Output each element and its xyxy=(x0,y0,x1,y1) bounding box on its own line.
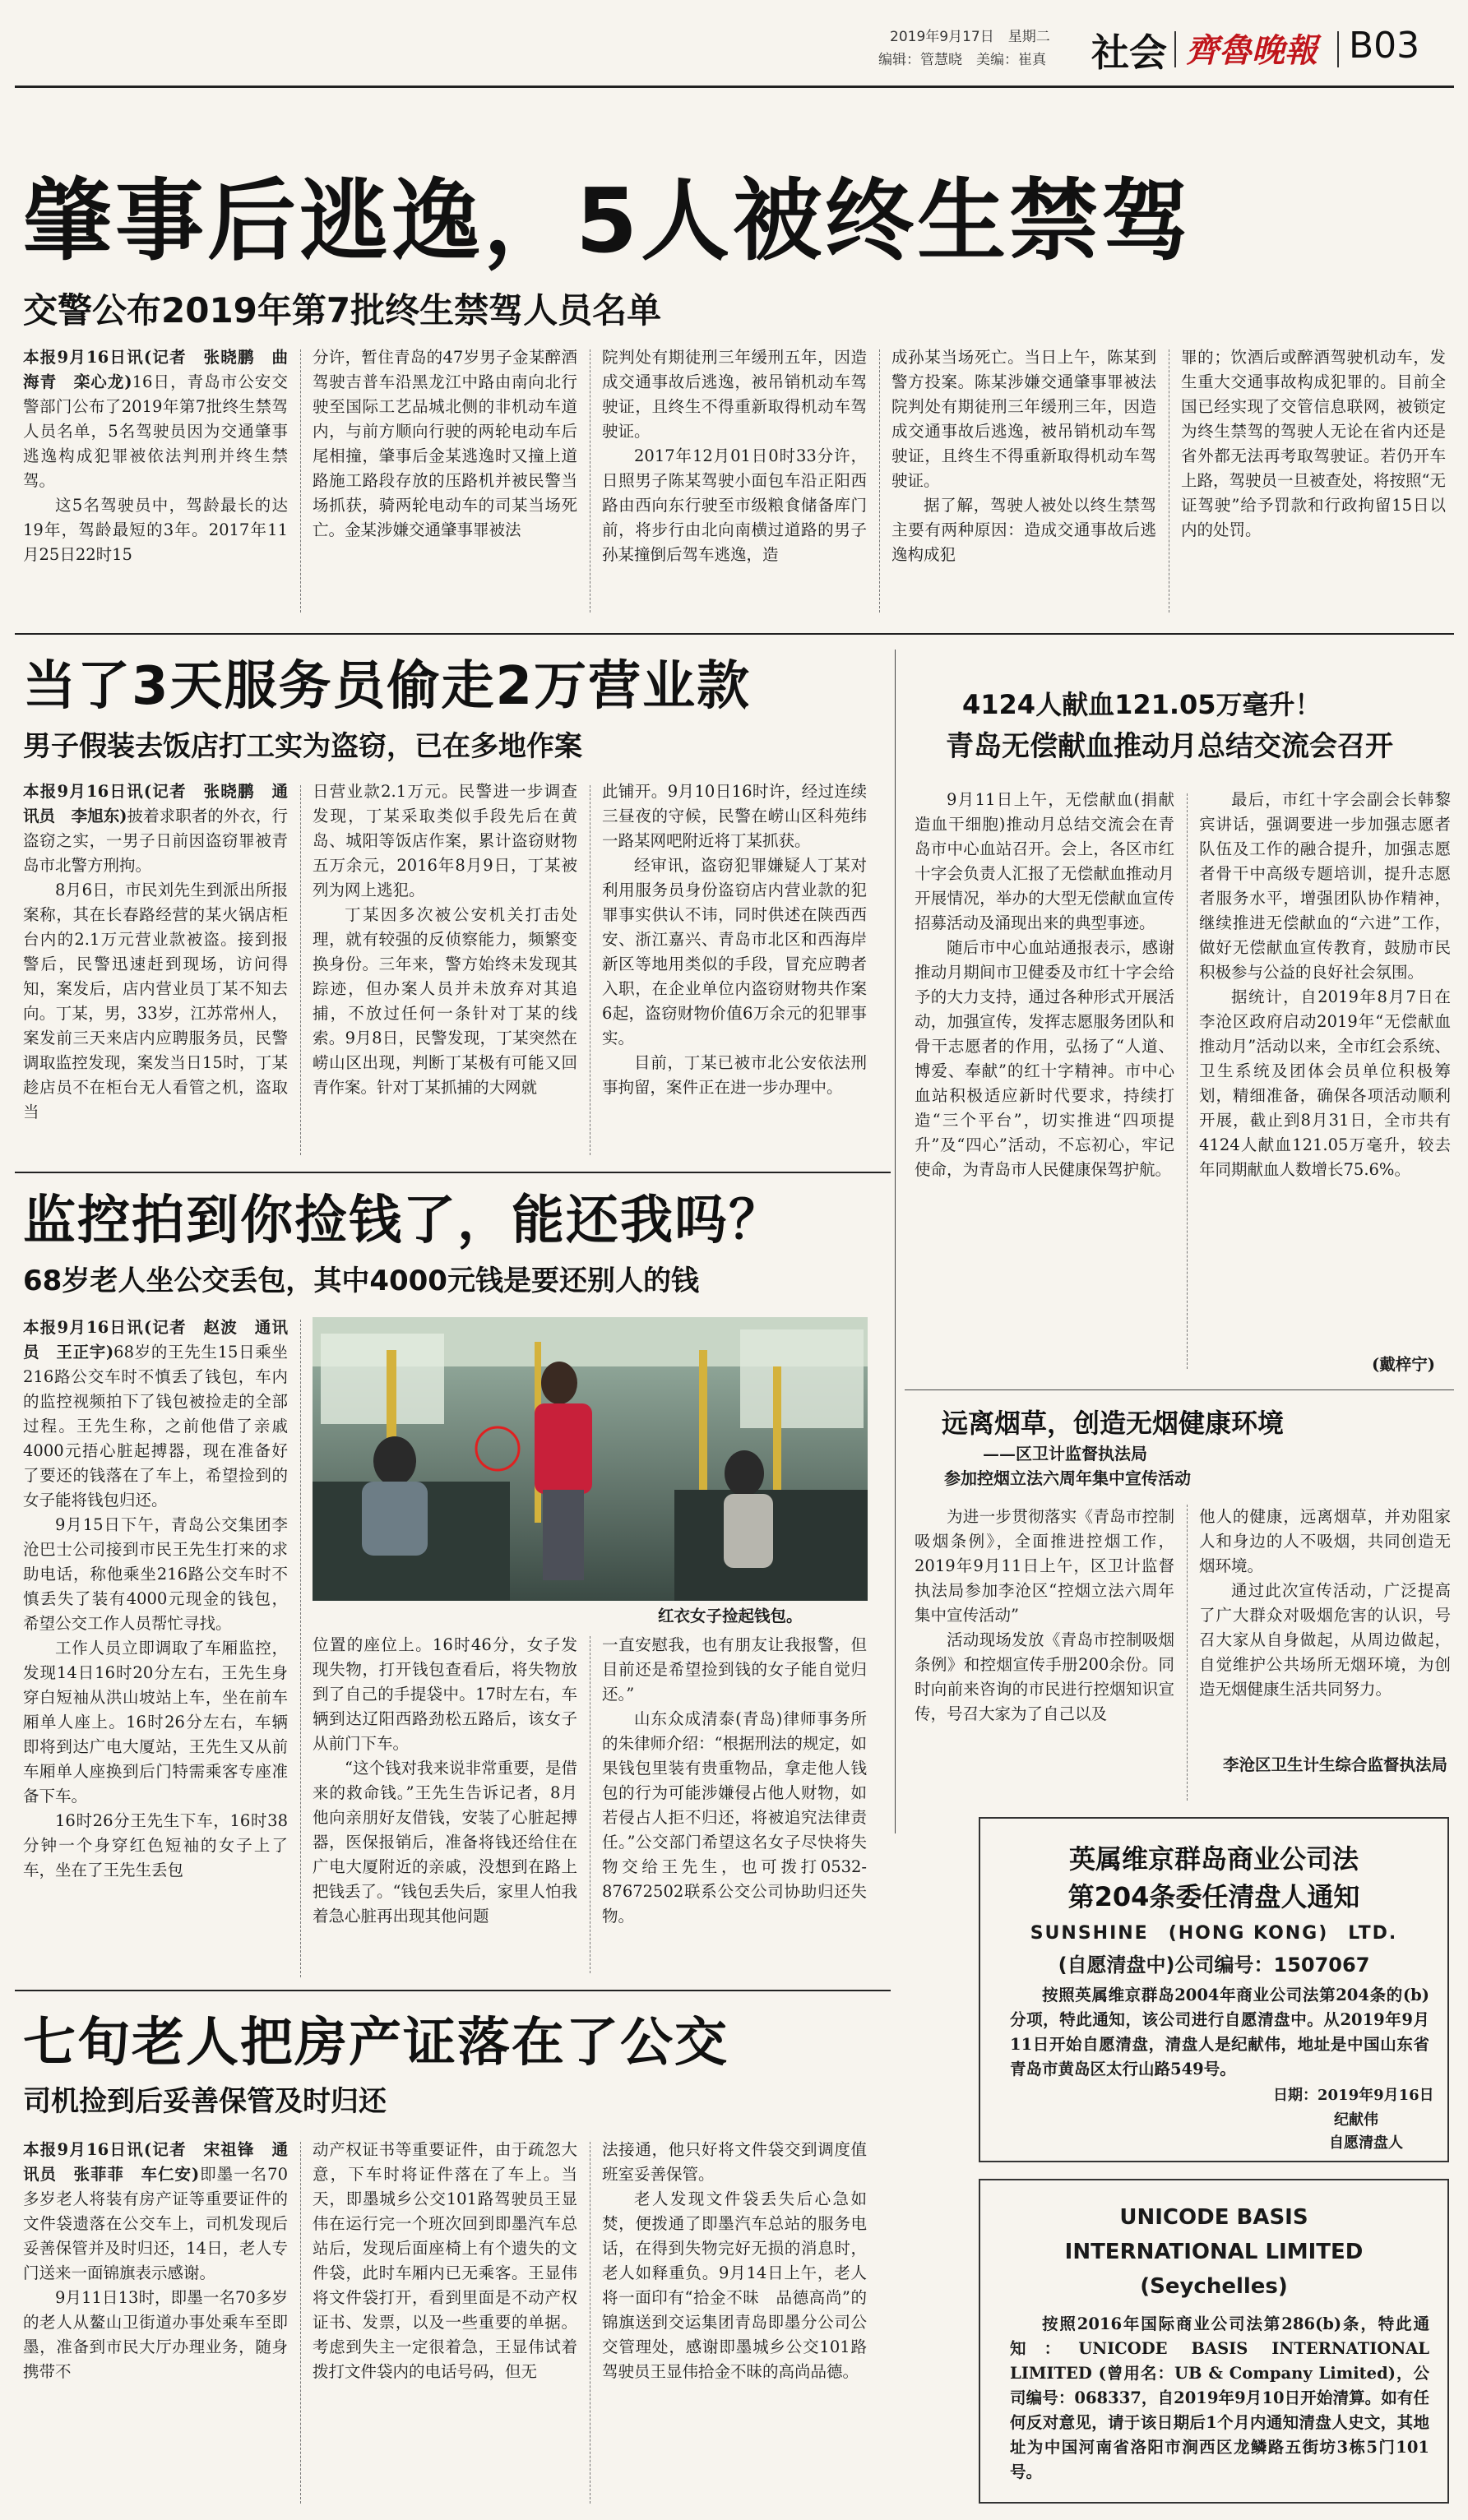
newspaper-logo: 齊魯晚報 xyxy=(1186,31,1317,70)
story4-col2: 位置的座位上。16时46分，女子发现失物，打开钱包查看后，将失物放到了自己的手提袋中。17时左右，车辆到达辽阳西路劲松五路后，该女子从前门下车。 “这个钱对我来说非常重要，是借来的救命钱。”王先生告诉记者，8月他向亲朋好友借钱，安装了心脏起搏器，医保报销后，准备将钱还给住在广电大厦附近的亲戚，没想到在路上把钱丢了。“钱包丢失后，家里人怕我着急心脏再出现其他问题 xyxy=(313,1635,577,1926)
story4-subhead: 68岁老人坐公交丢包，其中4000元钱是要还别人的钱 xyxy=(23,1265,699,1297)
story1-col3: 院判处有期徒刑三年缓刑五年，因造成交通事故后逃逸，被吊销机动车驾驶证，且终生不得重新取得机动车驾驶证。 2017年12月01日0时33分许，日照男子陈某驾驶小面包车沿正阳西路由西向东行驶至市级粮食储备库门前，将步行由北向南横过道路的男子孙某撞倒后驾车逃逸，造 xyxy=(602,348,867,564)
story1-col5: 罪的；饮酒后或醉酒驾驶机动车，发生重大交通事故构成犯罪的。目前全国已经实现了交管信息联网，被锁定为终生禁驾的驾驶人无论在省内还是省外都无法再考取驾驶证。若仍开车上路，驾驶员一旦被查处，将按照“无证驾驶”给予罚款和行政拘留15日以内的处罚。 xyxy=(1181,348,1446,539)
story1-subhead: 交警公布2019年第7批终生禁驾人员名单 xyxy=(23,290,662,331)
section-name: 社会 xyxy=(1091,30,1167,75)
story5-headline: 远离烟草，创造无烟健康环境 xyxy=(942,1408,1285,1439)
bus-surveillance-photo xyxy=(313,1317,868,1601)
story1-byline: 本报9月16日讯(记者 张晓鹏 曲海青 栾心龙) xyxy=(23,348,288,391)
masthead-divider xyxy=(1174,31,1176,67)
story2-col1: 本报9月16日讯(记者 张晓鹏 通讯员 李旭东)披着求职者的外衣，行盗窃之实，一男子日前因盗窃罪被青岛市北警方刑拘。 8月6日，市民刘先生到派出所报案称，其在长春路经营的某火锅店柜台内的2.1万元营业款被盗。接到报警后，民警迅速赶到现场，访问得知，案发后，店内营业员丁某不知去向。丁某，男，33岁，江苏常州人，案发前三天来店内应聘服务员，民警调取监控发现，案发当日15时，丁某趁店员不在柜台无人看管之机，盗取当 xyxy=(23,782,288,1121)
story6-col1: 本报9月16日讯(记者 宋祖锋 通讯员 张菲菲 车仁安)即墨一名70多岁老人将装有房产证等重要证件的文件袋遗落在公交车上，司机发现后妥善保管并及时归还，14日，老人专门送来一面锦旗表示感谢。 9月11日13时，即墨一名70多岁的老人从鳌山卫街道办事处乘车至即墨，准备到市民大厅办理业务，随身携带不 xyxy=(23,2140,288,2381)
masthead-editors: 编辑：管慧晓 美编：崔真 xyxy=(878,52,1046,68)
story3-col1: 9月11日上午，无偿献血(捐献造血干细胞)推动月总结交流会在青岛市中心血站召开。会上，各区市红十字会负责人汇报了无偿献血推动月开展情况，举办的大型无偿献血宣传招募活动及涌现出来的典型事迹。 随后市中心血站通报表示，感谢推动月期间市卫健委及市红十字会给予的大力支持，通过各种形式开展活动，加强宣传，发挥志愿服务团队和骨干志愿者的作用，弘扬了“人道、博爱、奉献”的红十字精神。市中心血站积极适应新时代要求，持续打造“三个平台”，切实推进“四项提升”及“四心”活动，不忘初心，牢记使命，为青岛市人民健康保驾护航。 xyxy=(915,790,1174,1179)
notice2-title-1: UNICODE BASIS xyxy=(1119,2205,1308,2230)
notice1-body: 按照英属维京群岛2004年商业公司法第204条的(b)分项，特此通知，该公司进行自愿清盘中。从2019年9月11日开始自愿清盘，清盘人是纪献伟，地址是中国山东省青岛市黄岛区太行山路549号。 xyxy=(1010,1986,1429,2078)
notice2-title-3: (Seychelles) xyxy=(1140,2274,1288,2299)
section-rule-1 xyxy=(15,633,1454,635)
notice2-title-2: INTERNATIONAL LIMITED xyxy=(1064,2240,1364,2264)
story1-col4: 成孙某当场死亡。当日上午，陈某到警方投案。陈某涉嫌交通肇事罪被法院判处有期徒刑三年缓刑三年，因造成交通事故后逃逸，被吊销机动车驾驶证，且终生不得重新取得机动车驾驶证。 据了解，驾驶人被处以终生禁驾主要有两种原因：造成交通事故后逃逸构成犯 xyxy=(891,348,1156,564)
liquidation-notice-1 xyxy=(979,1817,1449,2162)
notice1-company-cn: (自愿清盘中)公司编号：1507067 xyxy=(1058,1954,1370,1977)
story5-col1: 为进一步贯彻落实《青岛市控制吸烟条例》，全面推进控烟工作，2019年9月11日上午，区卫计监督执法局参加李沧区“控烟立法六周年集中宣传活动” 活动现场发放《青岛市控制吸烟条例》和控烟宣传手册200余份。同时向前来咨询的市民进行控烟知识宣传，号召大家为了自己以及 xyxy=(915,1507,1174,1723)
notice1-title-2: 第204条委任清盘人通知 xyxy=(1067,1881,1360,1912)
notice1-title-1: 英属维京群岛商业公司法 xyxy=(1068,1843,1359,1875)
masthead-divider-2 xyxy=(1337,31,1339,67)
masthead-date: 2019年9月17日 星期二 xyxy=(890,29,1050,45)
story5-col2: 他人的健康，远离烟草，并劝阻家人和身边的人不吸烟，共同创造无烟环境。 通过此次宣传活动，广泛提高了广大群众对吸烟危害的认识，号召大家从自身做起，从周边做起，自觉维护公共场所无烟环境，为创造无烟健康生活共同努力。 xyxy=(1199,1507,1451,1699)
story1-col1: 本报9月16日讯(记者 张晓鹏 曲海青 栾心龙)16日，青岛市公安交警部门公布了2019年第7批终生禁驾人员名单，5名驾驶员因为交通肇事逃逸构成犯罪被依法判刑并终生禁驾。 这5名驾驶员中，驾龄最长的达19年，驾龄最短的3年。2017年11月25日22时15 xyxy=(23,348,288,564)
story6-byline: 本报9月16日讯(记者 宋祖锋 通讯员 张菲菲 车仁安) xyxy=(23,2140,288,2184)
notice2-body: 按照2016年国际商业公司法第286(b)条，特此通知：UNICODE BASIS INTERNATIONAL LIMITED (曾用名：UB & Company Limited)，公司编号：068337，自2019年9月10日开始清算。如有任何反对意见，请于该日期后1个月内通知清盘人史文，其地址为中国河南省洛阳市涧西区龙鳞路五街坊3栋5门101号。 xyxy=(1010,2314,1429,2481)
story2-byline: 本报9月16日讯(记者 张晓鹏 通讯员 李旭东) xyxy=(23,782,288,825)
story6-headline: 七旬老人把房产证落在了公交 xyxy=(23,2013,729,2074)
story3-subhead: 青岛无偿献血推动月总结交流会召开 xyxy=(946,730,1393,763)
story4-col3: 一直安慰我，也有朋友让我报警，但目前还是希望捡到钱的女子能自觉归还。” 山东众成清泰(青岛)律师事务所的朱律师介绍：“根据刑法的规定，如果钱包里装有贵重物品，拿走他人钱包的行为可能涉嫌侵占他人财物，如若侵占人拒不归还，将被追究法律责任。”公交部门希望这名女子尽快将失物交给王先生，也可拨打0532-87672502联系公交公司协助归还失物。 xyxy=(602,1635,867,1926)
story5-subhead-2: 参加控烟立法六周年集中宣传活动 xyxy=(944,1468,1191,1488)
story2-col3: 此铺开。9月10日16时许，经过连续三昼夜的守候，民警在崂山区科苑纬一路某网吧附近将丁某抓获。 经审讯，盗窃犯罪嫌疑人丁某对利用服务员身份盗窃店内营业款的犯罪事实供认不讳，同时供述在陕西西安、浙江嘉兴、青岛市北区和西海岸新区等地用类似的手段，冒充应聘者入职，在企业单位内盗窃财物共作案6起，盗窃财物价值6万余元的犯罪事实。 目前，丁某已被市北公安依法刑事拘留，案件正在进一步办理中。 xyxy=(602,782,867,1097)
story3-sign: (戴梓宁) xyxy=(1372,1355,1435,1374)
bus-interior-image xyxy=(313,1317,868,1601)
story1-headline: 肇事后逃逸，5人被终生禁驾 xyxy=(23,170,1194,273)
story4-byline: 本报9月16日讯(记者 赵波 通讯员 王正宇) xyxy=(23,1318,288,1362)
story6-col3: 法接通，他只好将文件袋交到调度值班室妥善保管。 老人发现文件袋丢失后心急如焚，便拨通了即墨汽车总站的服务电话，在得到失物完好无损的消息时，老人如释重负。9月14日上午，老人将一面印有“拾金不昧 品德高尚”的锦旗送到交运集团青岛即墨分公司公交管理处，感谢即墨城乡公交101路驾驶员王显伟拾金不昧的高尚品德。 xyxy=(602,2140,867,2381)
story2-headline: 当了3天服务员偷走2万营业款 xyxy=(23,656,752,717)
story4-headline: 监控拍到你捡钱了，能还我吗？ xyxy=(23,1191,783,1251)
story3-col2: 最后，市红十字会副会长韩黎宾讲话，强调要进一步加强志愿者队伍及工作的融合提升，加强志愿者骨干中高级专题培训，提升志愿者服务水平，增强团队协作精神，继续推进无偿献血的“六进”工作，做好无偿献血宣传教育，鼓励市民积极参与公益的良好社会氛围。 据统计，自2019年8月7日在李沧区政府启动2019年“无偿献血推动月”活动以来，全市红会系统、卫生系统及团体会员单位积极筹划，精细准备，确保各项活动顺利开展，截止到8月31日，全市共有4124人献血121.05万毫升，较去年同期献血人数增长75.6%。 xyxy=(1199,790,1451,1179)
page-number: B03 xyxy=(1349,25,1420,67)
story2-col2: 日营业款2.1万元。民警进一步调查发现，丁某采取类似手段先后在黄岛、城阳等饭店作案，累计盗窃财物五万余元，2016年8月9日，丁某被列为网上逃犯。 丁某因多次被公安机关打击处理，就有较强的反侦察能力，频繁变换身份。三年来，警方始终未发现其踪迹，但办案人员并未放弃对其追捕，不放过任何一条针对丁某的线索。9月8日，民警发现，丁某突然在崂山区出现，判断丁某极有可能又回青作案。针对丁某抓捕的大网就 xyxy=(313,782,577,1097)
story2-subhead: 男子假装去饭店打工实为盗窃，已在多地作案 xyxy=(23,730,582,763)
story1-col2: 分许，暂住青岛的47岁男子金某醉酒驾驶吉普车沿黑龙江中路由南向北行驶至国际工艺品城北侧的非机动车道内，与前方顺向行驶的两轮电动车后尾相撞，肇事后金某逃逸时又撞上道路施工路段存放的压路机并被民警当场抓获，骑两轮电动车的司某当场死亡。金某涉嫌交通肇事罪被法 xyxy=(313,348,577,539)
story6-col2: 动产权证书等重要证件，由于疏忽大意，下车时将证件落在了车上。当天，即墨城乡公交101路驾驶员王显伟在运行完一个班次回到即墨汽车总站后，发现后面座椅上有个遗失的文件袋，此时车厢内已无乘客。王显伟将文件袋打开，看到里面是不动产权证书、发票，以及一些重要的单据。考虑到失主一定很着急，王显伟试着拨打文件袋内的电话号码，但无 xyxy=(313,2140,577,2381)
notice1-date: 日期：2019年9月16日 xyxy=(1273,2087,1434,2104)
notice1-signer-title: 自愿清盘人 xyxy=(1329,2134,1403,2152)
masthead-rule xyxy=(15,86,1454,88)
story5-sign: 李沧区卫生计生综合监督执法局 xyxy=(1222,1755,1447,1774)
story6-subhead: 司机捡到后妥善保管及时归还 xyxy=(23,2085,387,2118)
photo-caption: 红衣女子捡起钱包。 xyxy=(658,1607,803,1625)
masthead xyxy=(0,0,1468,90)
story5-subhead-1: ——区卫计监督执法局 xyxy=(983,1444,1147,1463)
story4-col1: 本报9月16日讯(记者 赵波 通讯员 王正宇)68岁的王先生15日乘坐216路公交车时不慎丢了钱包，车内的监控视频拍下了钱包被捡走的全部过程。王先生称，之前他借了亲戚4000元捂心脏起搏器，现在准备好了要还的钱落在了车上，希望捡到的女子能将钱包归还。 9月15日下午，青岛公交集团李沧巴士公司接到市民王先生打来的求助电话，称他乘坐216路公交车时不慎丢失了装有4000元现金的钱包，希望公交工作人员帮忙寻找。 工作人员立即调取了车厢监控，发现14日16时20分左右，王先生身穿白短袖从洪山坡站上车，坐在前车厢单人座上。16时26分左右，车辆即将到达广电大厦站，王先生又从前车厢单人座换到后门特需乘客专座准备下车。 16时26分王先生下车，16时38分钟一个身穿红色短袖的女子上了车，坐在了王先生丢包 xyxy=(23,1318,288,1880)
notice1-company-en: SUNSHINE (HONG KONG) LTD. xyxy=(1030,1923,1398,1944)
story3-headline: 4124人献血121.05万毫升！ xyxy=(962,689,1322,720)
liquidation-notice-2 xyxy=(979,2179,1449,2504)
notice1-signer: 纪献伟 xyxy=(1334,2111,1378,2129)
